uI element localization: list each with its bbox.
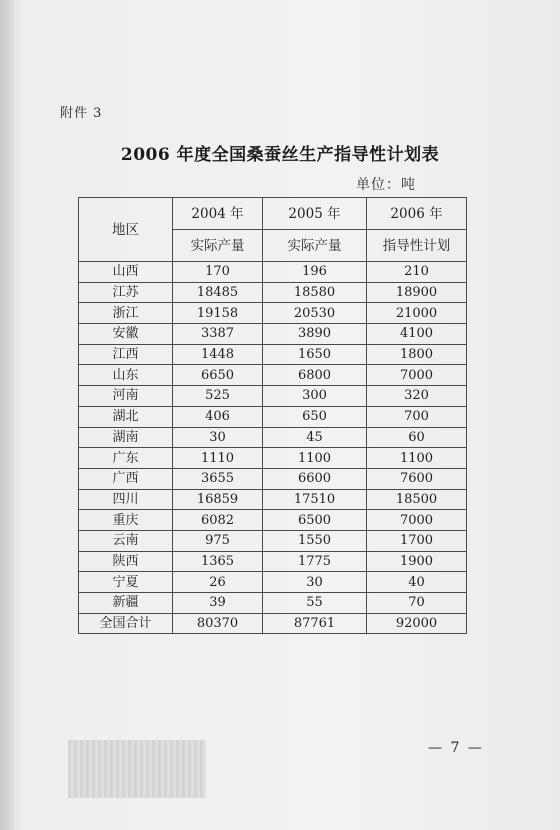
cell-region: 广西	[79, 468, 173, 489]
cell-2005-actual: 3890	[263, 324, 367, 345]
cell-region: 安徽	[79, 324, 173, 345]
header-2006-year: 2006 年	[367, 198, 467, 230]
table-header	[79, 198, 467, 262]
header-row-year	[79, 198, 467, 230]
cell-2005-actual: 300	[263, 386, 367, 407]
table-row	[79, 489, 467, 510]
cell-2004-actual: 525	[173, 386, 263, 407]
cell-region: 浙江	[79, 303, 173, 324]
cell-2005-actual: 1100	[263, 448, 367, 469]
cell-region: 江苏	[79, 282, 173, 303]
cell-2006-plan: 4100	[367, 324, 467, 345]
cell-2004-actual: 16859	[173, 489, 263, 510]
cell-region: 湖南	[79, 427, 173, 448]
table-row	[79, 344, 467, 365]
cell-2004-actual: 1110	[173, 448, 263, 469]
table-row	[79, 386, 467, 407]
page-binding-edge	[0, 0, 14, 830]
cell-region: 湖北	[79, 406, 173, 427]
cell-2006-plan: 70	[367, 593, 467, 614]
cell-2004-actual: 6650	[173, 365, 263, 386]
table-row	[79, 613, 467, 634]
table-row	[79, 510, 467, 531]
cell-region: 四川	[79, 489, 173, 510]
cell-2005-actual: 1775	[263, 551, 367, 572]
table-row	[79, 468, 467, 489]
cell-2005-actual: 18580	[263, 282, 367, 303]
cell-2004-actual: 6082	[173, 510, 263, 531]
table-row	[79, 303, 467, 324]
cell-2006-plan: 700	[367, 406, 467, 427]
cell-2004-actual: 18485	[173, 282, 263, 303]
cell-2004-actual: 3655	[173, 468, 263, 489]
table-row	[79, 530, 467, 551]
unit-label: 单位：吨	[356, 177, 416, 193]
cell-region: 广东	[79, 448, 173, 469]
table-row	[79, 572, 467, 593]
table-row	[79, 406, 467, 427]
cell-2005-actual: 87761	[263, 613, 367, 634]
cell-2006-plan: 1900	[367, 551, 467, 572]
header-2004-type: 实际产量	[173, 230, 263, 262]
cell-2005-actual: 6600	[263, 468, 367, 489]
header-region: 地区	[79, 198, 173, 262]
cell-region: 山东	[79, 365, 173, 386]
cell-2006-plan: 210	[367, 262, 467, 283]
table-row	[79, 365, 467, 386]
cell-2005-actual: 196	[263, 262, 367, 283]
cell-2006-plan: 60	[367, 427, 467, 448]
table-body	[79, 262, 467, 634]
cell-2004-actual: 39	[173, 593, 263, 614]
cell-2004-actual: 30	[173, 427, 263, 448]
cell-2006-plan: 7000	[367, 365, 467, 386]
cell-region: 宁夏	[79, 572, 173, 593]
cell-2006-plan: 1100	[367, 448, 467, 469]
faded-stamp-mark	[68, 740, 206, 798]
page-number: — 7 —	[428, 740, 484, 756]
cell-region: 山西	[79, 262, 173, 283]
cell-2005-actual: 17510	[263, 489, 367, 510]
table-row	[79, 448, 467, 469]
cell-2005-actual: 1550	[263, 530, 367, 551]
cell-2004-actual: 975	[173, 530, 263, 551]
header-2005-type: 实际产量	[263, 230, 367, 262]
cell-2005-actual: 55	[263, 593, 367, 614]
cell-2006-plan: 18900	[367, 282, 467, 303]
table-row	[79, 262, 467, 283]
cell-2006-plan: 1700	[367, 530, 467, 551]
cell-2005-actual: 45	[263, 427, 367, 448]
header-2005-year: 2005 年	[263, 198, 367, 230]
cell-region: 新疆	[79, 593, 173, 614]
header-2004-year: 2004 年	[173, 198, 263, 230]
document-title: 2006 年度全国桑蚕丝生产指导性计划表	[120, 145, 440, 165]
production-plan-table	[78, 197, 467, 634]
cell-region: 河南	[79, 386, 173, 407]
cell-2006-plan: 18500	[367, 489, 467, 510]
table-row	[79, 551, 467, 572]
attachment-label: 附件 3	[60, 106, 103, 121]
cell-2005-actual: 6800	[263, 365, 367, 386]
cell-2004-actual: 1365	[173, 551, 263, 572]
cell-2004-actual: 3387	[173, 324, 263, 345]
cell-2004-actual: 19158	[173, 303, 263, 324]
cell-region: 云南	[79, 530, 173, 551]
cell-2005-actual: 650	[263, 406, 367, 427]
table-row	[79, 324, 467, 345]
cell-region: 陕西	[79, 551, 173, 572]
cell-2005-actual: 30	[263, 572, 367, 593]
cell-2006-plan: 320	[367, 386, 467, 407]
cell-2006-plan: 21000	[367, 303, 467, 324]
cell-2004-actual: 406	[173, 406, 263, 427]
cell-2004-actual: 80370	[173, 613, 263, 634]
cell-2006-plan: 7000	[367, 510, 467, 531]
cell-2005-actual: 6500	[263, 510, 367, 531]
cell-2006-plan: 40	[367, 572, 467, 593]
cell-2006-plan: 92000	[367, 613, 467, 634]
cell-2006-plan: 1800	[367, 344, 467, 365]
cell-2006-plan: 7600	[367, 468, 467, 489]
cell-2004-actual: 170	[173, 262, 263, 283]
table-row	[79, 427, 467, 448]
cell-region: 江西	[79, 344, 173, 365]
cell-region: 重庆	[79, 510, 173, 531]
table-row	[79, 282, 467, 303]
cell-2005-actual: 20530	[263, 303, 367, 324]
table-row	[79, 593, 467, 614]
header-2006-type: 指导性计划	[367, 230, 467, 262]
cell-2005-actual: 1650	[263, 344, 367, 365]
cell-region: 全国合计	[79, 613, 173, 634]
cell-2004-actual: 1448	[173, 344, 263, 365]
cell-2004-actual: 26	[173, 572, 263, 593]
